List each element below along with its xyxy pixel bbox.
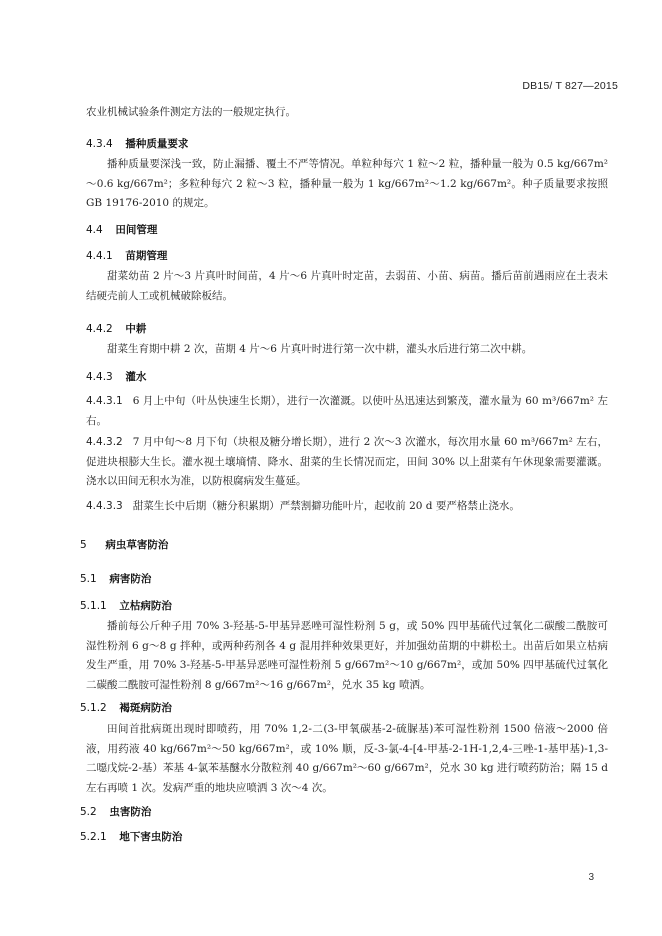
- cultivation-paragraph: [86, 340, 608, 360]
- heading-title: 虫害防治: [109, 806, 152, 818]
- clause-text: 7 月中旬～8 月下旬（块根及糖分增长期），进行 2 次～3 次灌水，每次用水量 60 m³/667m² 左右，促进块根膨大生长。灌水视土壤墒情、降水、甜菜的生长情况而定，田间 30% 以上甜菜有午休现象需要灌溉。浇水以田间无积水为准，以防根腐病发生蔓延。: [86, 436, 608, 487]
- clause-number: 4.4.3.1: [86, 395, 123, 407]
- clause-4-4-3-1: [86, 392, 608, 431]
- heading-title: 地下害虫防治: [119, 831, 183, 843]
- heading-5-1: [80, 571, 602, 587]
- heading-number: 4.4.3: [86, 371, 113, 383]
- seeding-quality-paragraph: [86, 155, 608, 214]
- clause-text: 甜菜生长中后期（糖分积累期）严禁割擗功能叶片，起收前 20 d 要严格禁止浇水。: [132, 500, 520, 512]
- heading-5: [80, 537, 602, 553]
- heading-number: 4.4: [86, 224, 103, 236]
- heading-4-4: [86, 222, 608, 238]
- heading-number: 5.1: [80, 573, 97, 585]
- heading-number: 5.1.2: [80, 702, 107, 714]
- heading-number: 5: [80, 539, 87, 551]
- heading-title: 中耕: [125, 323, 147, 335]
- heading-title: 褐斑病防治: [119, 702, 172, 714]
- paragraph-text: 甜菜幼苗 2 片～3 片真叶时间苗，4 片～6 片真叶时定苗，去弱苗、小苗、病苗。播后苗前遇雨应在土表未结硬壳前人工或机械破除板结。: [86, 270, 608, 302]
- heading-title: 病害防治: [109, 573, 152, 585]
- heading-number: 4.4.1: [86, 250, 113, 262]
- paragraph-text: 农业机械试验条件测定方法的一般规定执行。: [86, 106, 296, 118]
- paragraph-text: 田间首批病斑出现时即喷药，用 70% 1,2-二(3-甲氧碳基-2-硫脲基)苯可湿性粉剂 1500 倍液～2000 倍液，用药液 40 kg/667m²～50 kg/667m²，或 10% 顺，反-3-氯-4-[4-甲基-2-1H-1,2,4-三唑-1-基甲基)-1,3-二噁戊烷-2-基）苯基 4-氯苯基醚水分散粒剂 40 g/667m²～60 g/667m²，兑水 30 kg 进行喷药防治；隔 15 d 左右再喷 1 次。发病严重的地块应喷洒 3 次～4 次。: [86, 723, 608, 794]
- heading-title: 立枯病防治: [119, 600, 172, 612]
- heading-4-4-1: [86, 248, 608, 264]
- heading-number: 5.1.1: [80, 600, 107, 612]
- heading-title: 播种质量要求: [125, 138, 189, 150]
- heading-title: 田间管理: [115, 224, 158, 236]
- heading-number: 5.2: [80, 806, 97, 818]
- heading-5-1-1: [80, 598, 602, 614]
- heading-4-4-2: [86, 321, 608, 337]
- standard-code-header: DB15/ T 827—2015: [522, 80, 618, 92]
- heading-number: 4.4.2: [86, 323, 113, 335]
- heading-4-4-3: [86, 369, 608, 385]
- clause-number: 4.4.3.2: [86, 436, 123, 448]
- heading-title: 病虫草害防治: [105, 539, 169, 551]
- continued-paragraph: [86, 103, 608, 123]
- seedling-management-paragraph: [86, 267, 608, 306]
- heading-4-3-4: [86, 136, 608, 152]
- paragraph-text: 甜菜生育期中耕 2 次，苗期 4 片～6 片真叶时进行第一次中耕，灌头水后进行第二次中耕。: [107, 343, 533, 355]
- damping-off-paragraph: [86, 617, 608, 695]
- clause-text: 6 月上中旬（叶丛快速生长期），进行一次灌溉。以使叶丛迅速达到繁茂，灌水量为 60 m³/667m² 左右。: [86, 395, 608, 427]
- clause-number: 4.4.3.3: [86, 500, 123, 512]
- paragraph-text: 播种质量要深浅一致，防止漏播、覆土不严等情况。单粒种每穴 1 粒～2 粒，播种量一般为 0.5 kg/667m²～0.6 kg/667m²；多粒种每穴 2 粒～3 粒，播种量一般为 1 kg/667m²～1.2 kg/667m²。种子质量要求按照 GB 19176-2010 的规定。: [86, 158, 608, 209]
- leaf-spot-paragraph: [86, 720, 608, 798]
- heading-5-2: [80, 804, 602, 820]
- heading-5-1-2: [80, 700, 602, 716]
- heading-number: 4.3.4: [86, 138, 113, 150]
- paragraph-text: 播前每公斤种子用 70% 3-羟基-5-甲基异恶唑可湿性粉剂 5 g，或 50% 四甲基硫代过氧化二碳酸二酰胺可湿性粉剂 6 g～8 g 拌种，或两种药剂各 4 g 混用拌种效果更好，并加强幼苗期的中耕松土。出苗后如果立枯病发生严重，用 70% 3-羟基-5-甲基异恶唑可湿性粉剂 5 g/667m²～10 g/667m²，或加 50% 四甲基硫代过氧化二碳酸二酰胺可湿性粉剂 8 g/667m²～16 g/667m²，兑水 35 kg 喷洒。: [86, 620, 608, 691]
- heading-title: 苗期管理: [125, 250, 168, 262]
- heading-number: 5.2.1: [80, 831, 107, 843]
- heading-title: 灌水: [125, 371, 147, 383]
- clause-4-4-3-3: [86, 497, 608, 517]
- page-number: 3: [588, 872, 594, 883]
- heading-5-2-1: [80, 829, 602, 845]
- clause-4-4-3-2: [86, 433, 608, 492]
